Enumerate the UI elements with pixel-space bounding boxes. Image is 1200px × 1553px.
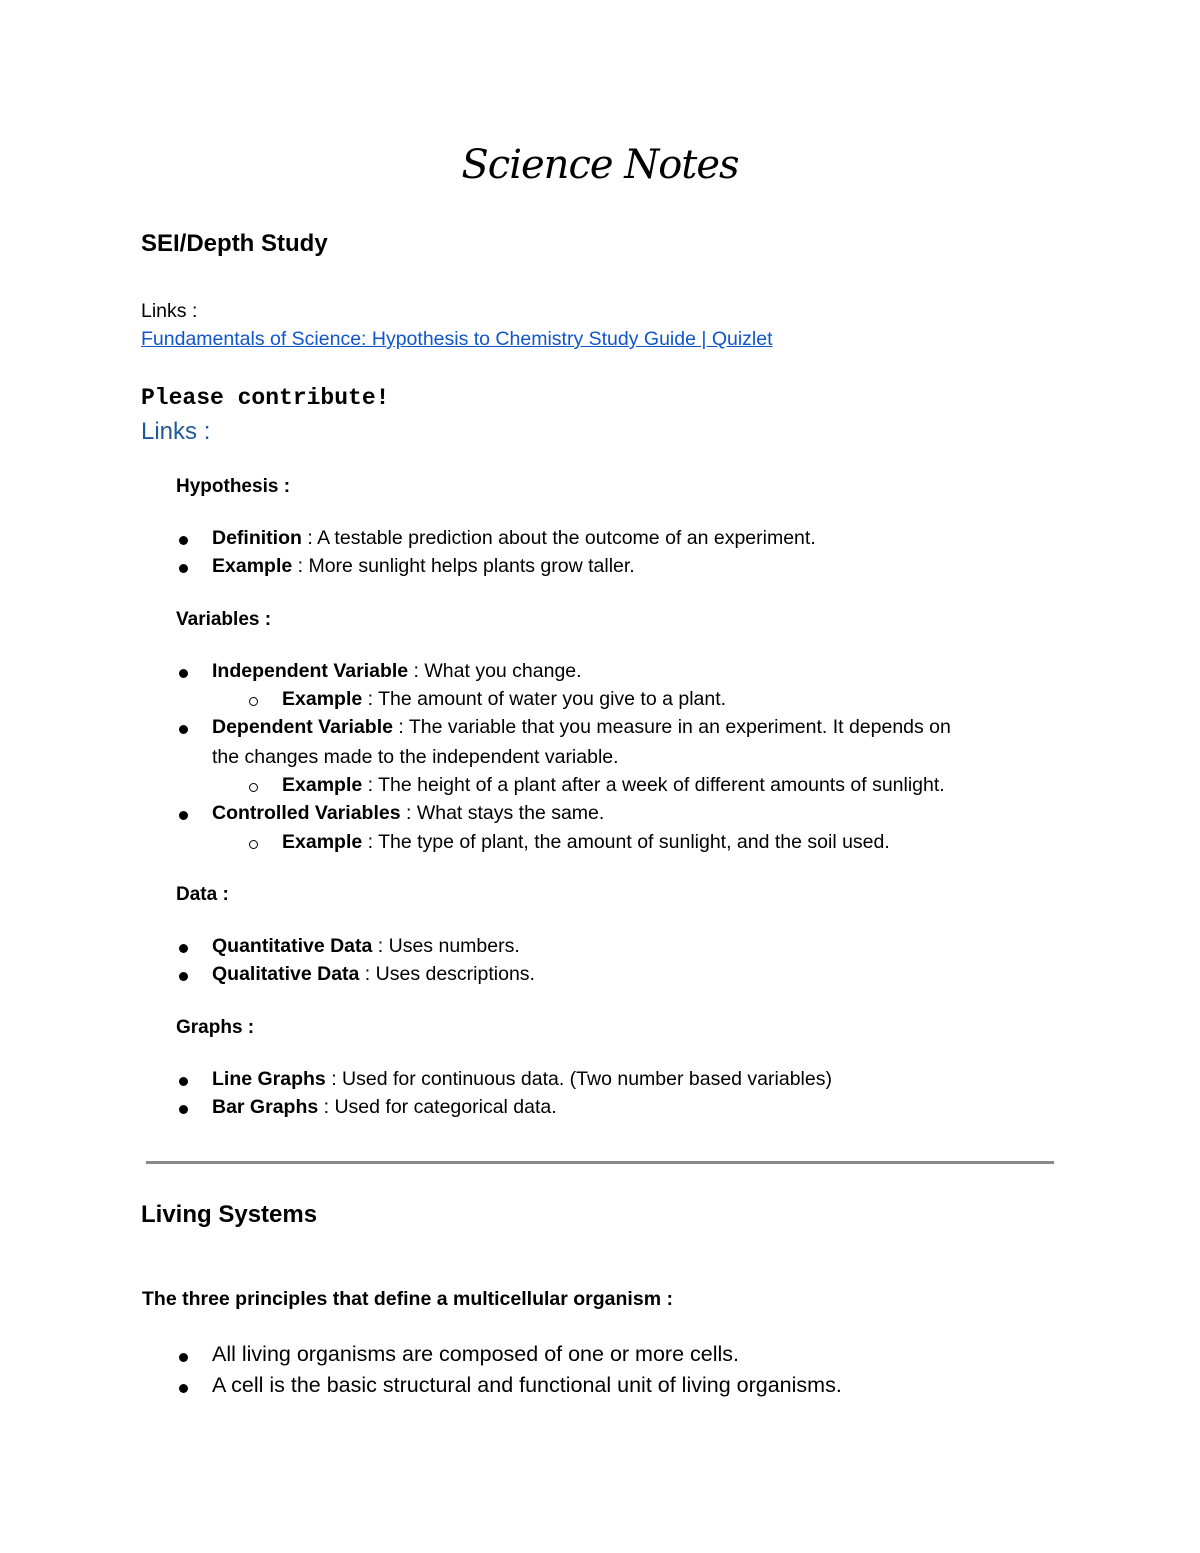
page-title: Science Notes xyxy=(461,142,739,188)
bullet-icon xyxy=(179,564,188,573)
independent-example: Example : The amount of water you give to a plant. xyxy=(282,688,727,710)
sub-bullet-icon xyxy=(249,697,258,706)
quizlet-link[interactable]: Fundamentals of Science: Hypothesis to Chemistry Study Guide | Quizlet xyxy=(141,328,773,350)
quantitative-data: Quantitative Data : Uses numbers. xyxy=(212,935,520,957)
controlled-variables: Controlled Variables : What stays the same. xyxy=(212,802,605,824)
graphs-heading: Graphs : xyxy=(176,1017,255,1038)
qualitative-data: Qualitative Data : Uses descriptions. xyxy=(212,963,535,985)
section-heading-sei: SEI/Depth Study xyxy=(141,230,328,257)
line-graphs: Line Graphs : Used for continuous data. (Two number based variables) xyxy=(212,1068,832,1090)
variables-heading: Variables : xyxy=(176,609,272,630)
principles-heading: The three principles that define a multicellular organism : xyxy=(142,1288,673,1310)
dependent-variable-continued: the changes made to the independent variable. xyxy=(212,746,619,768)
bullet-icon xyxy=(179,669,188,678)
bullet-icon xyxy=(179,1105,188,1114)
sub-bullet-icon xyxy=(249,783,258,792)
bullet-icon xyxy=(179,725,188,734)
bullet-icon xyxy=(179,972,188,981)
section-heading-living-systems: Living Systems xyxy=(141,1201,318,1228)
sub-bullet-icon xyxy=(249,840,258,849)
controlled-example: Example : The type of plant, the amount of sunlight, and the soil used. xyxy=(282,831,890,853)
bullet-icon xyxy=(179,944,188,953)
hypothesis-heading: Hypothesis : xyxy=(176,476,291,497)
independent-variable: Independent Variable : What you change. xyxy=(212,660,582,682)
links-heading: Links : xyxy=(141,418,211,445)
bullet-icon xyxy=(179,536,188,545)
data-heading: Data : xyxy=(176,884,229,905)
principle-item: All living organisms are composed of one or more cells. xyxy=(212,1342,739,1366)
bullet-icon xyxy=(179,1077,188,1086)
hypothesis-definition: Definition : A testable prediction about the outcome of an experiment. xyxy=(212,527,816,549)
bar-graphs: Bar Graphs : Used for categorical data. xyxy=(212,1096,557,1118)
bullet-icon xyxy=(179,811,188,820)
dependent-variable: Dependent Variable : The variable that you measure in an experiment. It depends on xyxy=(212,716,951,738)
contribute-note: Please contribute! xyxy=(141,385,390,411)
dependent-example: Example : The height of a plant after a week of different amounts of sunlight. xyxy=(282,774,945,796)
bullet-icon xyxy=(179,1353,188,1362)
hypothesis-example: Example : More sunlight helps plants grow taller. xyxy=(212,555,635,577)
bullet-icon xyxy=(179,1384,188,1393)
links-label: Links : xyxy=(141,300,198,322)
principle-item: A cell is the basic structural and functional unit of living organisms. xyxy=(212,1373,842,1397)
horizontal-divider xyxy=(146,1161,1054,1164)
